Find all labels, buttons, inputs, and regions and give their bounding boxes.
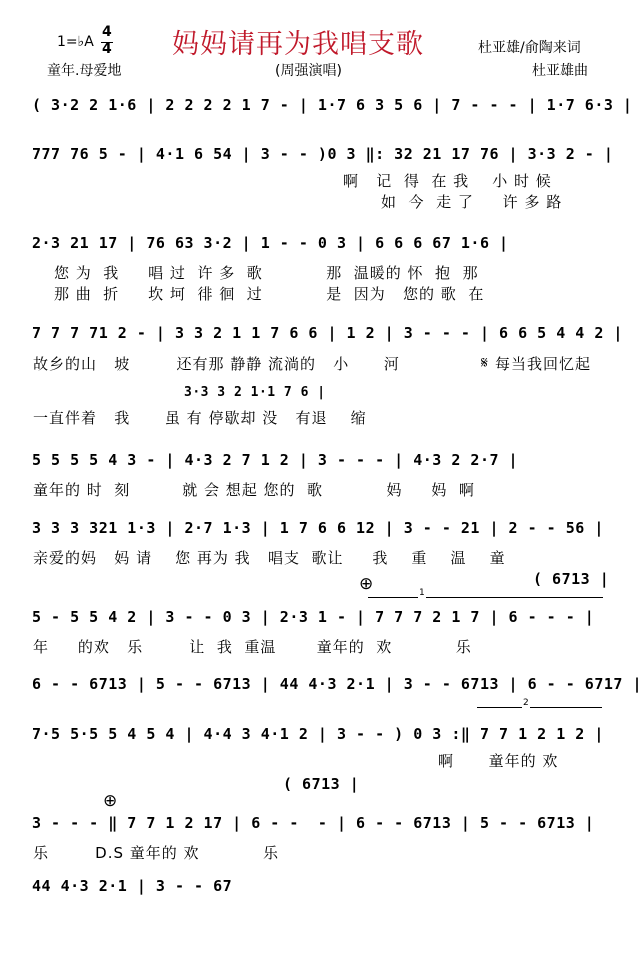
score-line-4-alt: 3·3 3 2 1·1 7 6 | [184, 385, 326, 400]
key-signature: 1=♭A [57, 34, 94, 50]
lyric-line-10: 乐 D.S 童年的 欢 乐 [33, 844, 279, 862]
lyric-line-4-end: 每当我回忆起 [495, 355, 592, 373]
score-line-11: 44 4·3 2·1 | 3 - - 67 [32, 877, 233, 895]
lyricists: 杜亚雄/俞陶来词 [478, 40, 581, 56]
score-line-10-paren: ( 6713 | [283, 775, 360, 793]
album-name: 童年.母爱地 [47, 63, 122, 79]
lyric-line-9: 啊 童年的 欢 [438, 752, 559, 770]
performer: (周强演唱) [275, 63, 342, 79]
score-line-6: 3 3 3 321 1·3 | 2·7 1·3 | 1 7 6 6 12 | 3 - - 21 | 2 - - 56 | [32, 519, 604, 537]
first-ending-bracket [368, 588, 603, 604]
score-line-5: 5 5 5 5 4 3 - | 4·3 2 7 1 2 | 3 - - - | 4·3 2 2·7 | [32, 451, 519, 469]
lyric-line-7: 年 的欢 乐 让 我 重温 童年的 欢 乐 [33, 638, 472, 656]
coda-icon-2: ⊕ [103, 791, 118, 811]
lyric-line-5: 童年的 时 刻 就 会 想起 您的 歌 妈 妈 啊 [33, 481, 475, 499]
song-title: 妈妈请再为我唱支歌 [172, 29, 424, 60]
lyric-line-6: 亲爱的妈 妈 请 您 再为 我 唱支 歌让 我 重 温 童 [33, 549, 506, 567]
score-line-1: ( 3·2 2 1·6 | 2 2 2 2 1 7 - | 1·7 6 3 5 6 | 7 - - - | 1·7 6·3 | [32, 96, 633, 114]
score-line-7-paren: ( 6713 | [533, 570, 610, 588]
score-line-3: 2·3 21 17 | 76 63 3·2 | 1 - - 0 3 | 6 6 6 67 1·6 | [32, 234, 509, 252]
second-ending-bracket [477, 698, 602, 714]
coda-icon: ⊕ [359, 574, 374, 594]
score-line-8: 6 - - 6713 | 5 - - 6713 | 44 4·3 2·1 | 3 - - 6713 | 6 - - 6717 | [32, 675, 642, 693]
lyric-line-4-alt: 一直伴着 我 虽 有 停歇却 没 有退 缩 [33, 409, 367, 427]
lyric-line-3-verse-2: 那 曲 折 坎 坷 徘 徊 过 是 因为 您的 歌 在 [54, 285, 485, 303]
score-line-10: 3 - - - ‖ 7 7 1 2 17 | 6 - - - | 6 - - 6713 | 5 - - 6713 | [32, 814, 595, 832]
lyric-line-2-verse-1: 啊 记 得 在 我 小 时 候 [343, 172, 552, 190]
score-line-7: 5 - 5 5 4 2 | 3 - - 0 3 | 2·3 1 - | 7 7 7 2 1 7 | 6 - - - | [32, 608, 595, 626]
second-ending-label: 2 [523, 698, 529, 708]
segno-icon: 𝄋 [481, 353, 488, 372]
lyric-line-3-verse-1: 您 为 我 唱 过 许 多 歌 那 温暖的 怀 抱 那 [54, 264, 479, 282]
score-line-4: 7 7 7 71 2 - | 3 3 2 1 1 7 6 6 | 1 2 | 3 - - - | 6 6 5 4 4 2 | [32, 324, 623, 342]
score-line-9: 7·5 5·5 5 4 5 4 | 4·4 3 4·1 2 | 3 - - ) 0 3 :‖ 7 7 1 2 1 2 | [32, 725, 604, 743]
time-signature-top: 4 [102, 24, 112, 40]
lyric-line-4: 故乡的山 坡 还有那 静静 流淌的 小 河 [33, 355, 400, 373]
score-line-2: 777 76 5 - | 4·1 6 54 | 3 - - )0 3 ‖: 32 21 17 76 | 3·3 2 - | [32, 145, 614, 163]
lyric-line-2-verse-2: 如 今 走 了 许 多 路 [381, 193, 563, 211]
first-ending-label: 1 [419, 588, 425, 598]
time-signature-bottom: 4 [102, 41, 112, 57]
composer: 杜亚雄曲 [532, 63, 588, 79]
